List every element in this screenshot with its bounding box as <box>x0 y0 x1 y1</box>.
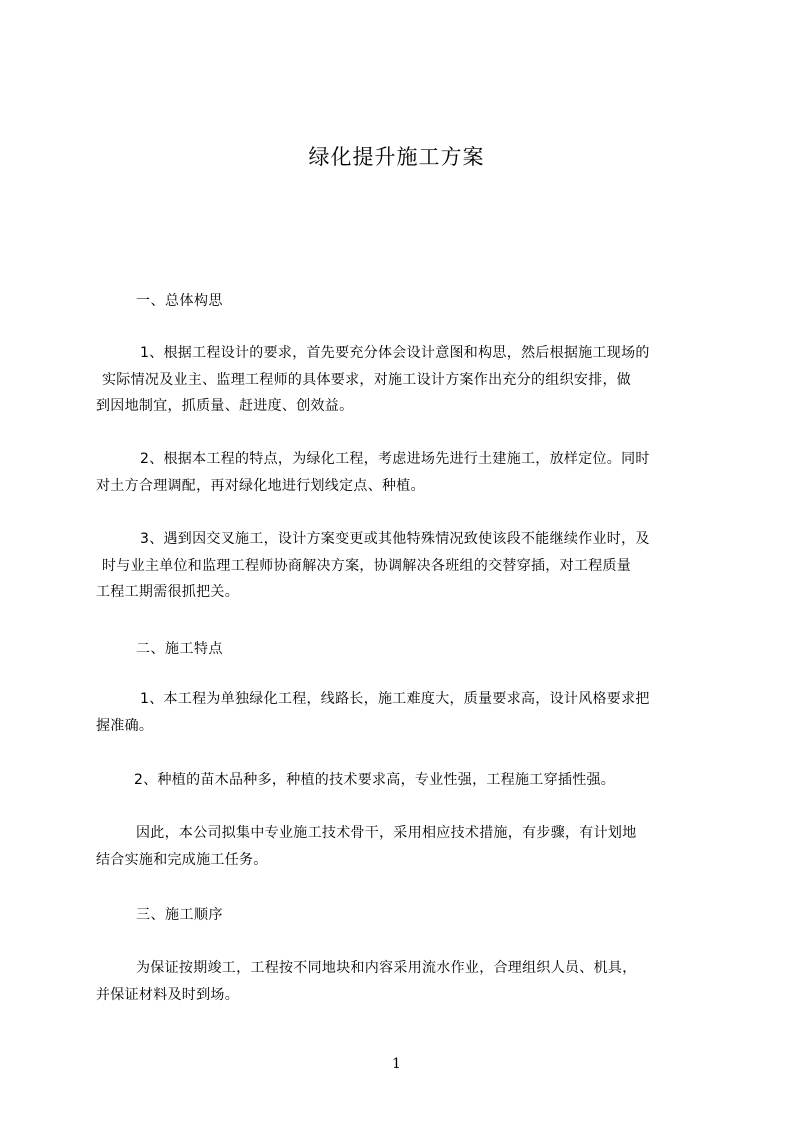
section-heading: 三、施工顺序 <box>136 907 223 923</box>
paragraph <box>96 686 716 739</box>
paragraph-line: 2、根据本工程的特点，为绿化工程，考虑进场先进行土建施工，放样定位。同时 <box>140 451 650 467</box>
paragraph <box>96 955 716 1008</box>
paragraph-line: 握准确。 <box>96 717 154 734</box>
paragraph-line: 工程工期需很抓把关。 <box>96 584 239 600</box>
paragraph-line: 结合实施和完成施工任务。 <box>96 851 268 868</box>
paragraph <box>96 340 716 420</box>
paragraph-line: 对土方合理调配，再对绿化地进行划线定点、种植。 <box>96 477 425 494</box>
document-title: 绿化提升施工方案 <box>308 145 485 169</box>
paragraph-line: 到因地制宜，抓质量、赶进度、创效益。 <box>96 398 354 414</box>
paragraph-line: 因此，本公司拟集中专业施工技术骨干，采用相应技术措施，有步骤，有计划地 <box>136 825 637 841</box>
paragraph <box>96 526 716 606</box>
paragraph-line: 时与业主单位和监理工程师协商解决方案，协调解决各班组的交替穿插，对工程质量 <box>102 557 632 574</box>
paragraph-line: 2、种植的苗木品种多，种植的技术要求高，专业性强，工程施工穿插性强。 <box>134 772 616 788</box>
page-number: 1 <box>392 1056 401 1072</box>
section-heading: 一、总体构思 <box>136 293 223 309</box>
paragraph-line: 为保证按期竣工，工程按不同地块和内容采用流水作业，合理组织人员、机具， <box>136 960 637 976</box>
paragraph <box>96 767 716 794</box>
paragraph-line: 并保证材料及时到场。 <box>96 986 239 1003</box>
paragraph <box>96 446 716 499</box>
paragraph <box>96 820 716 873</box>
paragraph-line: 1、本工程为单独绿化工程，线路长，施工难度大，质量要求高，设计风格要求把 <box>140 691 650 707</box>
paragraph-line: 3、遇到因交叉施工，设计方案变更或其他特殊情况致使该段不能继续作业时，及 <box>140 531 650 547</box>
paragraph-line: 1、根据工程设计的要求，首先要充分体会设计意图和构思，然后根据施工现场的 <box>140 345 650 361</box>
section-heading: 二、施工特点 <box>136 641 223 657</box>
paragraph-line: 实际情况及业主、监理工程师的具体要求，对施工设计方案作出充分的组织安排，做 <box>102 371 632 388</box>
